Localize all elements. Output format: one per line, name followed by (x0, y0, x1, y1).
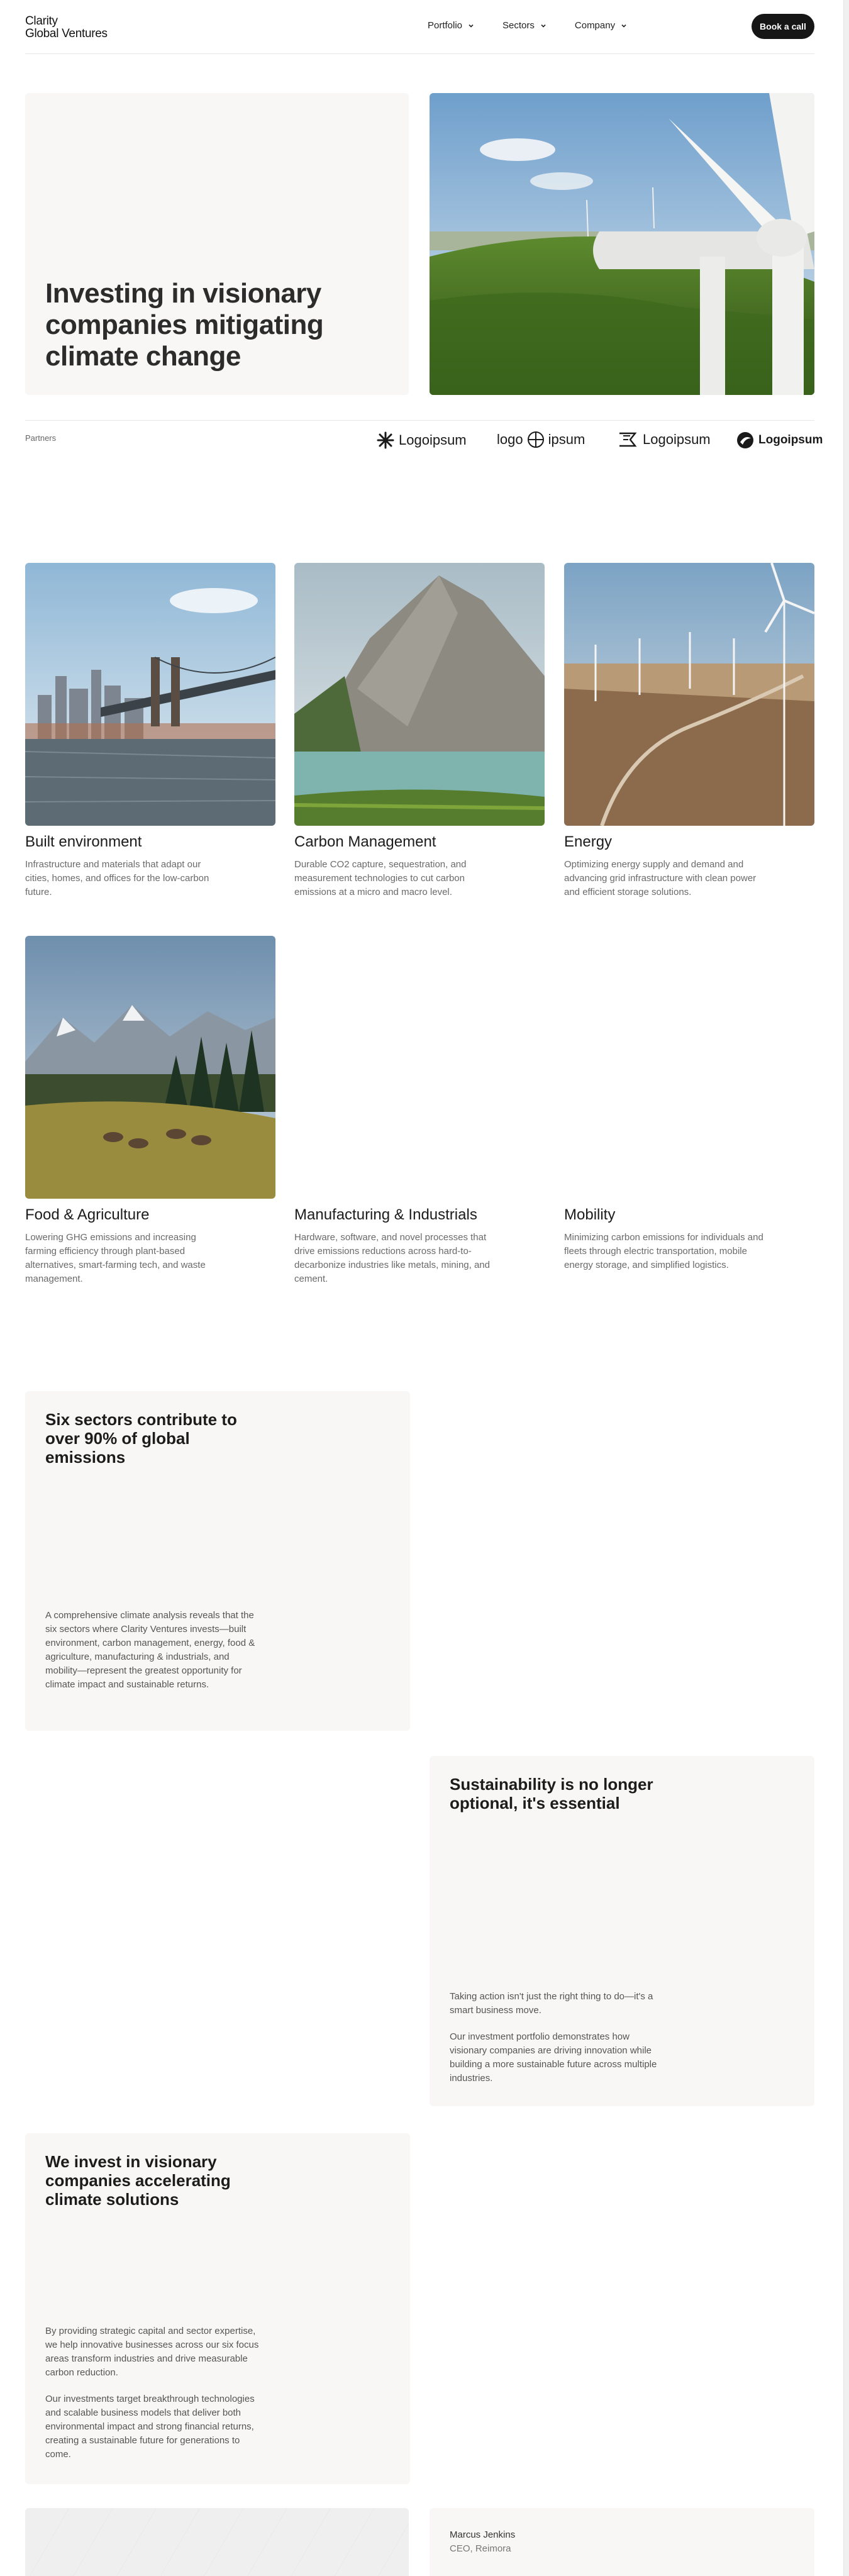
testimonial-author-role: CEO, Reimora (450, 2543, 511, 2554)
info-card-sustainability-title: Sustainability is no longer optional, it's essential (450, 1775, 653, 1813)
sector-desc-built-environment: Infrastructure and materials that adapt our cities, homes, and offices for the low-carbon future. (25, 859, 209, 897)
sector-title-manufacturing-industrials[interactable]: Manufacturing & Industrials (294, 1206, 477, 1223)
nav-portfolio-label: Portfolio (428, 20, 463, 31)
sector-image-food-agriculture[interactable] (25, 936, 275, 1199)
chevron-down-icon (467, 22, 475, 30)
logo-line-2: Global Ventures (25, 27, 108, 40)
logo-line-1: Clarity (25, 14, 58, 28)
info-card-sustainability (430, 1756, 814, 2106)
sector-title-built-environment[interactable]: Built environment (25, 833, 142, 850)
nav-company[interactable] (575, 20, 628, 31)
partner-logo-2-text-b: ipsum (548, 431, 585, 447)
info-card-sustainability-body (450, 1990, 663, 2085)
info-card-emissions (25, 1391, 410, 1731)
partners-label: Partners (25, 433, 57, 443)
asterisk-logo-icon (376, 431, 395, 450)
book-call-button[interactable]: Book a call (752, 14, 814, 39)
info-card-invest-title: We invest in visionary companies accelerating climate solutions (45, 2152, 231, 2209)
nav-portfolio[interactable] (428, 20, 475, 31)
partner-logo-2-text-a: logo (497, 431, 523, 447)
info-card-sustainability-paragraph-2: Our investment portfolio demonstrates how visionary companies are driving innovation while building a more sustainable future across multiple industries. (450, 2031, 657, 2084)
info-card-invest-paragraph-1: By providing strategic capital and sector expertise, we help innovative businesses across our six focus areas transform industries and drive measurable carbon reduction. (45, 2326, 259, 2378)
testimonial-card (430, 2508, 814, 2576)
info-card-emissions-title: Six sectors contribute to over 90% of global emissions (45, 1410, 237, 1467)
site-header (25, 0, 814, 54)
partner-logo-2[interactable] (497, 431, 585, 448)
chevron-down-icon (540, 22, 547, 30)
partner-logo-3-text: Logoipsum (643, 431, 711, 447)
info-card-emissions-body (45, 1609, 259, 1692)
nav-company-label: Company (574, 20, 616, 31)
info-card-invest-paragraph-2: Our investments target breakthrough technologies and scalable business models that deliver both environmental impact and strong financial returns, creating a sustainable future for generations to come. (45, 2394, 255, 2460)
nav-sectors-label: Sectors (502, 20, 535, 31)
testimonial-pattern-panel (25, 2508, 409, 2576)
hero-card (25, 93, 409, 395)
hero-wind-turbine-image (430, 93, 814, 395)
testimonial-author-name: Marcus Jenkins (450, 2529, 516, 2540)
sector-image-built-environment[interactable] (25, 563, 275, 826)
brand-logo[interactable] (25, 15, 108, 40)
sector-image-carbon-management[interactable] (294, 563, 545, 826)
info-card-emissions-paragraph: A comprehensive climate analysis reveals that the six sectors where Clarity Ventures invests—built environment, carbon management, energy, food & agriculture, manufacturing & industrials, and mobility—represent the greatest opportunity for climate impact and sustainable returns. (45, 1610, 255, 1690)
nav-sectors[interactable] (502, 20, 547, 31)
globe-logo-icon (527, 431, 545, 448)
partner-logo-4[interactable] (736, 431, 823, 450)
partners-strip (25, 420, 823, 460)
sector-title-food-agriculture[interactable]: Food & Agriculture (25, 1206, 150, 1223)
sector-desc-food-agriculture: Lowering GHG emissions and increasing farming efficiency through plant-based alternatives, smart-farming tech, and waste management. (25, 1232, 206, 1284)
sector-image-energy[interactable] (564, 563, 814, 826)
sector-title-carbon-management[interactable]: Carbon Management (294, 833, 436, 850)
chevron-down-icon (620, 22, 628, 30)
sector-title-mobility[interactable]: Mobility (564, 1206, 616, 1223)
swirl-logo-icon (736, 431, 755, 450)
info-card-sustainability-paragraph-1: Taking action isn't just the right thing to do—it's a smart business move. (450, 1991, 653, 2016)
partner-logo-3[interactable] (618, 431, 711, 448)
sector-desc-manufacturing-industrials: Hardware, software, and novel processes that drive emissions reductions across hard-to-decarbonize industries like metals, mining, and cement. (294, 1232, 490, 1284)
flag-logo-icon (618, 431, 639, 448)
info-card-invest-body (45, 2324, 259, 2462)
main-nav (428, 20, 628, 31)
partner-logo-1[interactable] (376, 431, 467, 450)
partner-logo-1-text: Logoipsum (399, 432, 467, 448)
sector-desc-energy: Optimizing energy supply and demand and advancing grid infrastructure with clean power and efficient storage solutions. (564, 859, 757, 897)
page-scrollbar[interactable] (843, 0, 849, 2576)
sector-title-energy[interactable]: Energy (564, 833, 613, 850)
info-card-invest (25, 2133, 410, 2484)
partner-logo-4-text: Logoipsum (758, 433, 823, 447)
hero-title: Investing in visionary companies mitigating climate change (45, 278, 324, 372)
sector-desc-carbon-management: Durable CO2 capture, sequestration, and measurement technologies to cut carbon emissions at a micro and macro level. (294, 859, 467, 897)
sector-desc-mobility: Minimizing carbon emissions for individuals and fleets through electric transportation, mobile energy storage, and simplified logistics. (564, 1232, 763, 1270)
